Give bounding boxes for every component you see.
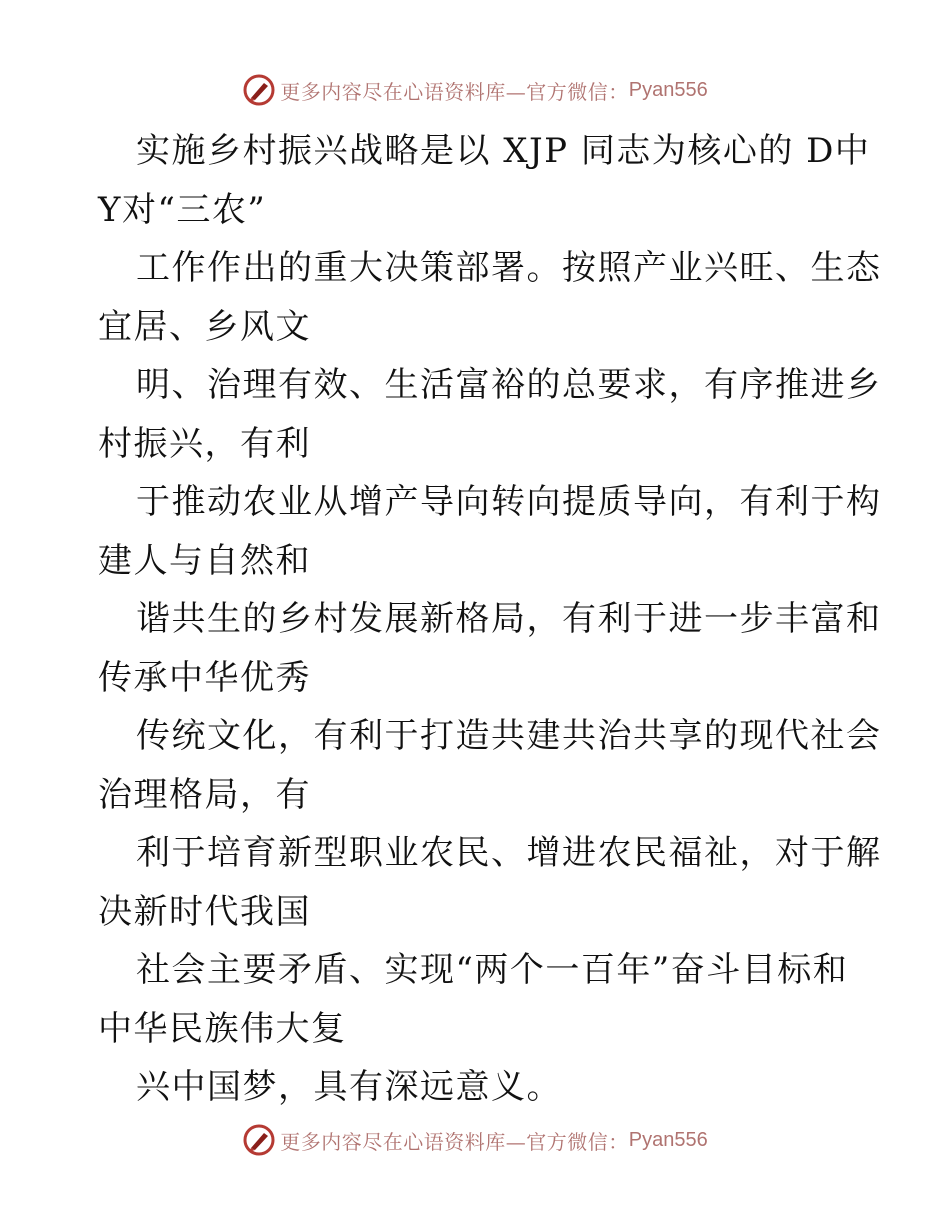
body-line: 利于培育新型职业农民、增进农民福祉，对于解: [136, 833, 882, 873]
body-line: 谐共生的乡村发展新格局，有利于进一步丰富和: [136, 599, 882, 639]
body-line: 中华民族伟大复: [98, 1008, 347, 1049]
body-line: 于推动农业从增产导向转向提质导向，有利于构: [136, 482, 882, 522]
pen-circle-logo-icon: [242, 1123, 276, 1157]
body-line: 兴中国梦，具有深远意义。: [136, 1067, 562, 1107]
body-line: Y对“三农”: [98, 189, 267, 230]
pen-circle-logo-icon: [242, 73, 276, 107]
footer-watermark-text: 更多内容尽在心语资料库—官方微信：: [280, 1129, 629, 1154]
header-watermark-text: 更多内容尽在心语资料库—官方微信：: [280, 79, 629, 104]
header-watermark-handle: Pyan556: [628, 78, 708, 101]
document-body: [98, 122, 882, 1117]
header-watermark-banner: [0, 70, 950, 110]
body-line: 明、治理有效、生活富裕的总要求，有序推进乡: [136, 365, 882, 405]
footer-watermark-handle: Pyan556: [628, 1128, 708, 1151]
body-line: 传承中华优秀: [98, 657, 311, 698]
body-line: 治理格局，有: [98, 774, 311, 815]
body-line: 传统文化，有利于打造共建共治共享的现代社会: [136, 716, 882, 756]
body-line: 实施乡村振兴战略是以 XJP 同志为核心的 D中: [136, 131, 871, 171]
body-line: 决新时代我国: [98, 891, 311, 932]
body-line: 村振兴，有利: [98, 423, 311, 464]
body-line: 宜居、乡风文: [98, 306, 311, 347]
footer-watermark-banner: [0, 1120, 950, 1160]
body-line: 建人与自然和: [98, 540, 311, 581]
body-line: 工作作出的重大决策部署。按照产业兴旺、生态: [136, 248, 882, 288]
body-line: 社会主要矛盾、实现“两个一百年”奋斗目标和: [136, 950, 849, 990]
